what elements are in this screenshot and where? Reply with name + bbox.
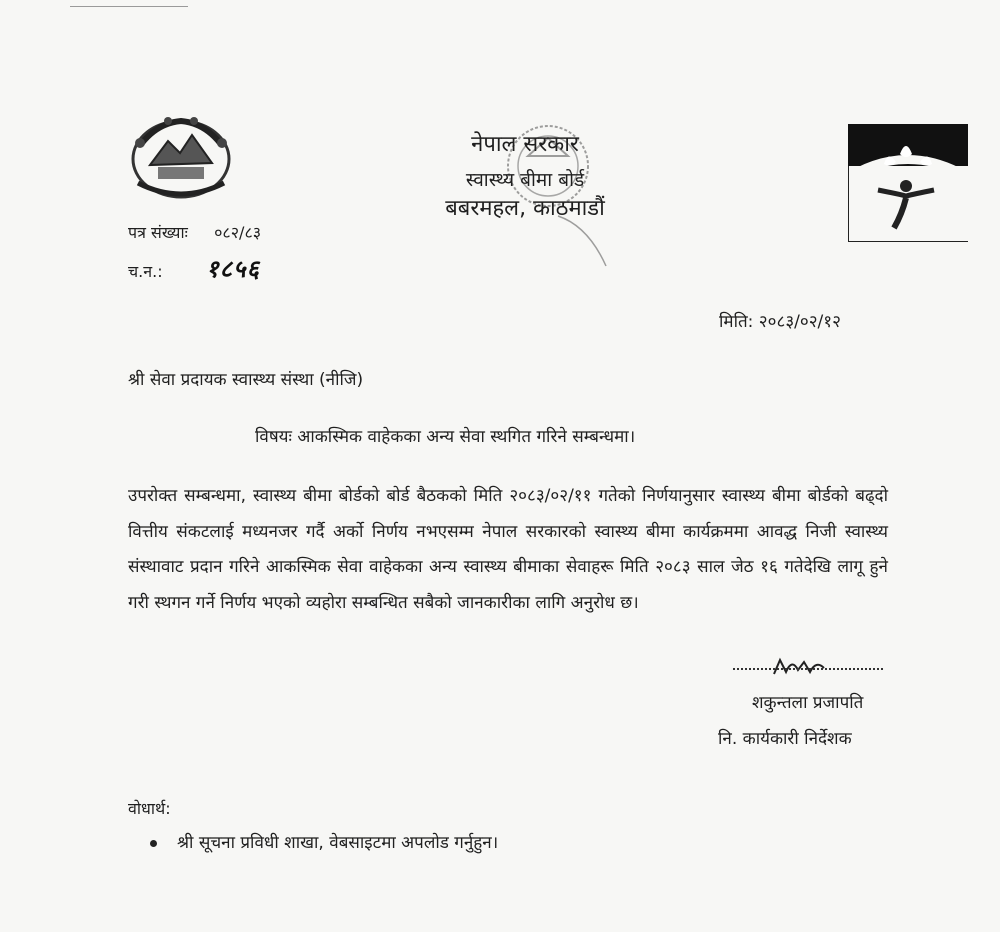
cc-item-text: श्री सूचना प्रविधी शाखा, वेबसाइटमा अपलोड गर्नुहुन।: [177, 833, 499, 853]
signature-line: [733, 668, 883, 670]
letter-number-value: ०८२/८३: [214, 223, 262, 242]
letterhead-organization: स्वास्थ्य बीमा बोर्ड: [465, 169, 585, 191]
government-emblem-icon: [128, 113, 234, 201]
dispatch-number-label: च.न.:: [128, 262, 163, 281]
letter-number-row: [128, 221, 261, 243]
dispatch-number-row: [128, 252, 260, 285]
letter-number-label: पत्र संख्याः: [128, 223, 188, 242]
bullet-icon: [150, 840, 157, 847]
letterhead-address: बबरमहल, काठमाडौं: [445, 196, 605, 221]
signer-title: नि. कार्यकारी निर्देशक: [718, 729, 852, 749]
top-edge-line: [70, 6, 188, 7]
signer-name: शकुन्तला प्रजापति: [752, 693, 864, 713]
letter-body: उपरोक्त सम्बन्धमा, स्वास्थ्य बीमा बोर्डको बोर्ड बैठकको मिति २०८३/०२/११ गतेको निर्णयानुसार स्वास्थ्य बीमा बोर्डको बढ्दो वित्तीय संकटलाई मध्यनजर गर्दै अर्को निर्णय नभएसम्म नेपाल सरकारको स्वास्थ्य बीमा कार्यक्रममा आवद्ध निजी स्वास्थ्य संस्थावाट प्रदान गरिने आकस्मिक सेवा वाहेकका अन्य स्वास्थ्य बीमाका सेवाहरू मिति २०८३ साल जेठ १६ गतेदेखि लागू हुने गरी स्थगन गर्ने निर्णय भएको व्यहोरा सम्बन्धित सबैको जानकारीका लागि अनुरोध छ।: [128, 486, 888, 613]
signature-mark: [770, 656, 830, 678]
dispatch-number-value: १८५६: [206, 254, 261, 283]
letter-date: मिति: २०८३/०२/१२: [719, 312, 841, 332]
subject-line: विषयः आकस्मिक वाहेकका अन्य सेवा स्थगित गरिने सम्बन्धमा।: [255, 427, 636, 447]
health-insurance-logo-icon: [848, 124, 968, 242]
letterhead: [420, 130, 630, 224]
cc-label: वोधार्थ:: [128, 799, 171, 818]
recipient: श्री सेवा प्रदायक स्वास्थ्य संस्था (नीजि): [128, 370, 364, 390]
letterhead-government: नेपाल सरकार: [471, 132, 579, 157]
cc-list-item: [150, 830, 498, 853]
